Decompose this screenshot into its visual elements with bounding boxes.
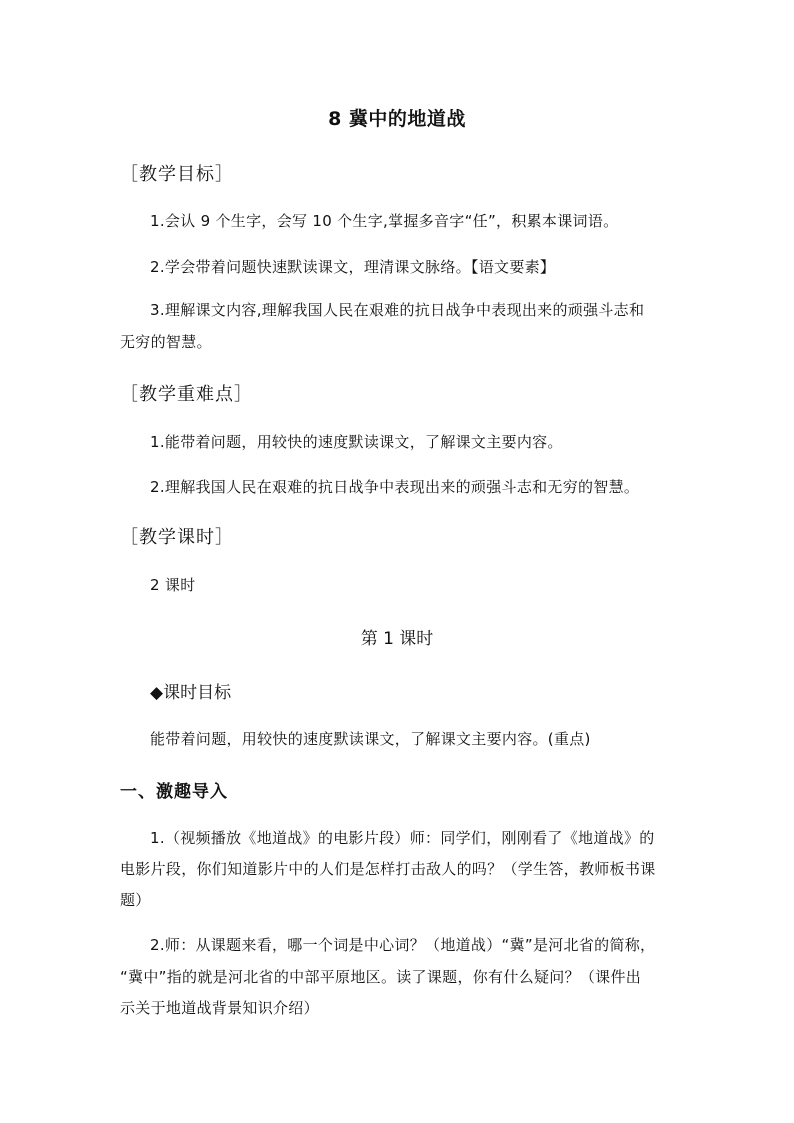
document-title: 8 冀中的地道战 [328, 108, 466, 130]
part1-p1-line1: 1.（视频播放《地道战》的电影片段）师：同学们，刚刚看了《地道战》的 [150, 829, 655, 847]
part1-heading: 一、激趣导入 [120, 782, 228, 802]
keypoint-item-2: 2.理解我国人民在艰难的抗日战争中表现出来的顽强斗志和无穷的智慧。 [150, 478, 640, 496]
section-heading-keypoints: ［教学重难点］ [120, 384, 253, 405]
section-heading-hours: ［教学课时］ [120, 527, 234, 548]
part1-p1-line2: 电影片段，你们知道影片中的人们是怎样打击敌人的吗？（学生答，教师板书课 [120, 860, 656, 878]
part1-p2-line3: 示关于地道战背景知识介绍） [120, 999, 319, 1017]
hours-value: 2 课时 [150, 576, 196, 594]
goal-item-2: 2.学会带着问题快速默读课文，理清课文脉络。【语文要素】 [150, 258, 556, 276]
part1-p1-line3: 题） [120, 891, 151, 909]
part1-p2-line2: “冀中”指的就是河北省的中部平原地区。读了课题，你有什么疑问？（课件出 [120, 968, 642, 986]
keypoint-item-1: 1.能带着问题，用较快的速度默读课文，了解课文主要内容。 [150, 433, 563, 451]
part1-p2-line1: 2.师：从课题来看，哪一个词是中心词？（地道战）“冀”是河北省的简称， [150, 936, 656, 954]
goal-item-1: 1.会认 9 个生字，会写 10 个生字,掌握多音字“任”，积累本课词语。 [150, 212, 619, 230]
section-heading-goals: ［教学目标］ [120, 164, 234, 185]
goal-item-3-cont: 无穷的智慧。 [120, 333, 212, 351]
lesson1-goal-text: 能带着问题，用较快的速度默读课文，了解课文主要内容。(重点) [150, 730, 591, 748]
lesson1-goal-heading: ◆课时目标 [150, 683, 232, 703]
lesson1-heading: 第 1 课时 [360, 629, 434, 649]
goal-item-3: 3.理解课文内容,理解我国人民在艰难的抗日战争中表现出来的顽强斗志和 [150, 301, 645, 319]
